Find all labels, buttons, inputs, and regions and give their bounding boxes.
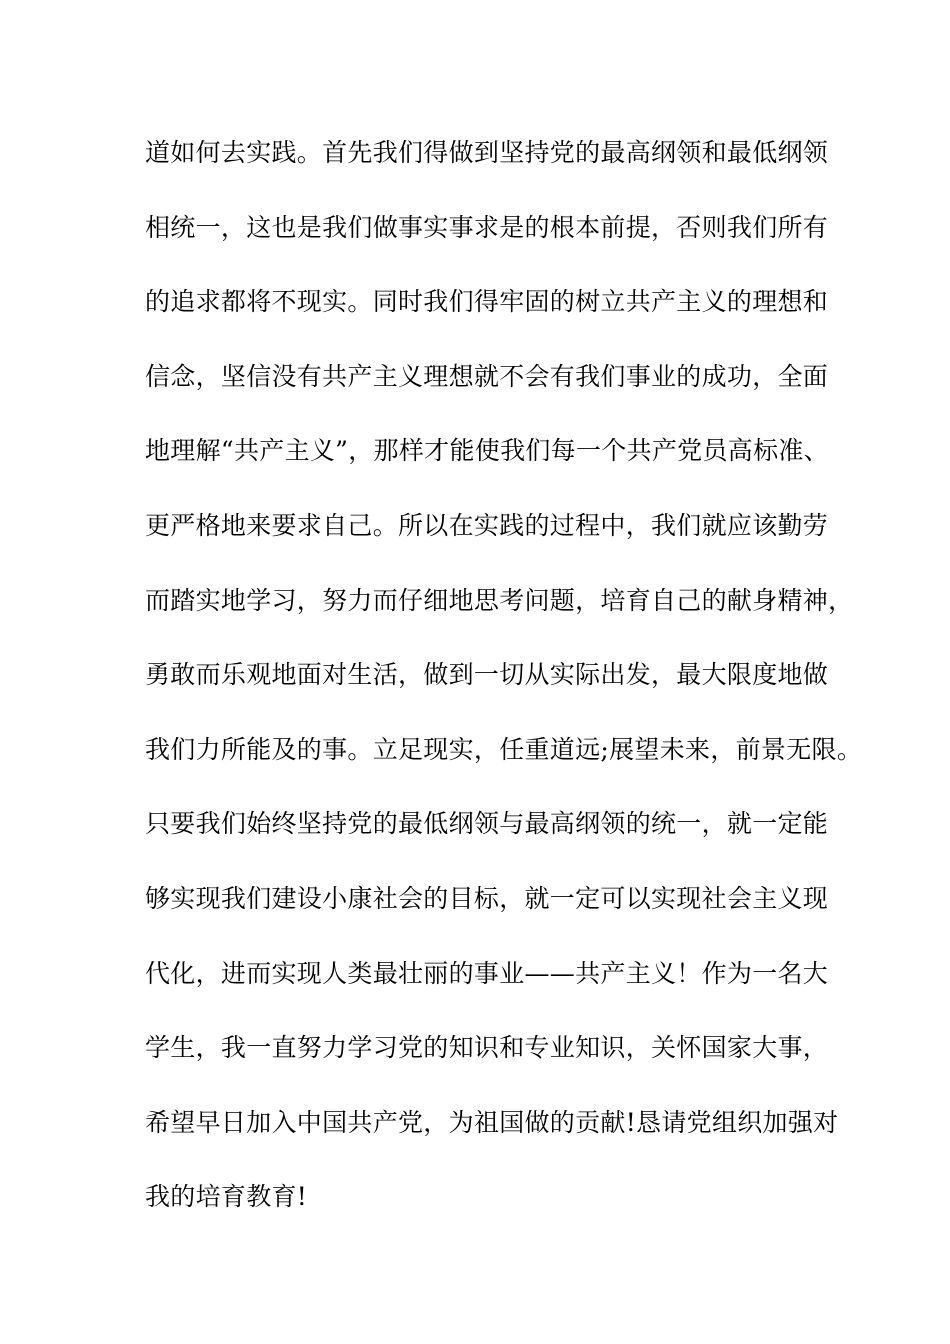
text-line: 只要我们始终坚持党的最低纲领与最高纲领的统一，就一定能: [145, 809, 829, 839]
text-line: 学生，我一直努力学习党的知识和专业知识，关怀国家大事，: [145, 1033, 829, 1063]
document-body: [145, 128, 863, 1247]
text-line: 地理解“共产主义”，那样才能使我们每一个共产党员高标准、: [145, 436, 829, 466]
text-line: 信念，坚信没有共产主义理想就不会有我们事业的成功，全面: [145, 361, 829, 391]
text-line: 道如何去实践。首先我们得做到坚持党的最高纲领和最低纲领: [145, 138, 829, 167]
text-line: 代化，进而实现人类最壮丽的事业——共产主义！作为一名大: [145, 958, 829, 988]
text-line: 的追求都将不现实。同时我们得牢固的树立共产主义的理想和: [145, 287, 829, 317]
text-line: 勇敢而乐观地面对生活，做到一切从实际出发，最大限度地做: [145, 660, 829, 690]
text-line: 够实现我们建设小康社会的目标，就一定可以实现社会主义现: [145, 883, 829, 913]
text-line: 更严格地来要求自己。所以在实践的过程中，我们就应该勤劳: [145, 510, 829, 540]
text-line: 相统一，这也是我们做事实事求是的根本前提，否则我们所有: [145, 212, 829, 242]
text-line: 希望早日加入中国共产党，为祖国做的贡献!恳请党组织加强对: [145, 1107, 839, 1137]
text-line: 我们力所能及的事。立足现实，任重道远;展望未来，前景无限。: [145, 734, 863, 764]
text-line: 而踏实地学习，努力而仔细地思考问题，培育自己的献身精神，: [145, 585, 854, 615]
text-line: 我的培育教育!: [145, 1182, 308, 1212]
